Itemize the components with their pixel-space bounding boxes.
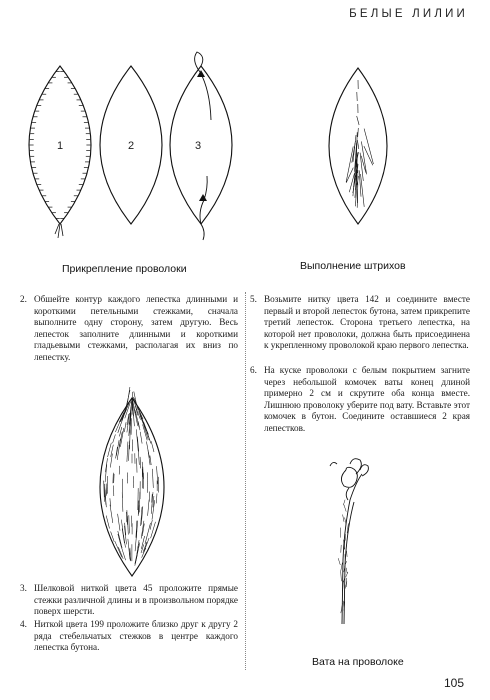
step-6-text: На куске проволоки с белым покрытием загните через небольшой комочек ваты конец длиной примерно 2 см и скрутите оба конца вместе. Лишнюю проволоку уберите под вату. Вставьте этот комочек в бутон. Соедините оставшиеся 2 края лепестков. bbox=[264, 365, 470, 433]
column-divider bbox=[245, 292, 246, 670]
step-4 bbox=[20, 619, 238, 654]
leaf-1-number: 1 bbox=[57, 140, 64, 152]
step-5-text: Возьмите нитку цвета 142 и соедините вместе первый и второй лепесток бутона, затем прикрепите третий лепесток. Сторона третьего лепестка, на которой нет проволоки, должна быть присоединена к укрепленному проволокой краю первого лепестка. bbox=[264, 294, 470, 351]
cotton-on-wire bbox=[330, 459, 368, 624]
leaf-3-number: 3 bbox=[195, 140, 202, 152]
stroke-leaf-stitches bbox=[346, 80, 373, 208]
step-2 bbox=[20, 294, 238, 364]
leaf-3-arrows bbox=[197, 70, 207, 201]
step-5 bbox=[250, 294, 470, 352]
step-6 bbox=[250, 365, 470, 435]
caption-cotton: Вата на проволоке bbox=[312, 656, 404, 668]
step-2-text: Обшейте контур каждого лепестка длинными и короткими петельными стежками, сначала выполните одну сторону, затем другую. Весь лепесток заполните длинными и короткими гладьевыми стежками, располагая их вниз по лепестку. bbox=[34, 294, 238, 362]
step-4-number: 4. bbox=[20, 619, 27, 629]
wool-leaf-stitches bbox=[104, 387, 159, 566]
step-6-number: 6. bbox=[250, 365, 257, 375]
step-2-number: 2. bbox=[20, 294, 27, 304]
step-4-text: Ниткой цвета 199 проложите близко друг к другу 2 ряда стебельчатых стежков в центре каждого лепестка бутона. bbox=[34, 619, 238, 653]
stroke-leaf-outline bbox=[329, 68, 387, 224]
step-3-number: 3. bbox=[20, 583, 27, 593]
caption-attach-wire: Прикрепление проволоки bbox=[62, 263, 187, 275]
step-3 bbox=[20, 583, 238, 618]
caption-strokes: Выполнение штрихов bbox=[300, 260, 406, 272]
chapter-header: БЕЛЫЕ ЛИЛИИ bbox=[349, 8, 468, 20]
leaf-2-number: 2 bbox=[128, 140, 135, 152]
step-5-number: 5. bbox=[250, 294, 257, 304]
leaf-1-wire bbox=[55, 224, 63, 238]
page-number: 105 bbox=[443, 676, 464, 690]
step-3-text: Шелковой ниткой цвета 45 проложите прямые стежки различной длины и в произвольном порядке поверх шерсти. bbox=[34, 583, 238, 617]
